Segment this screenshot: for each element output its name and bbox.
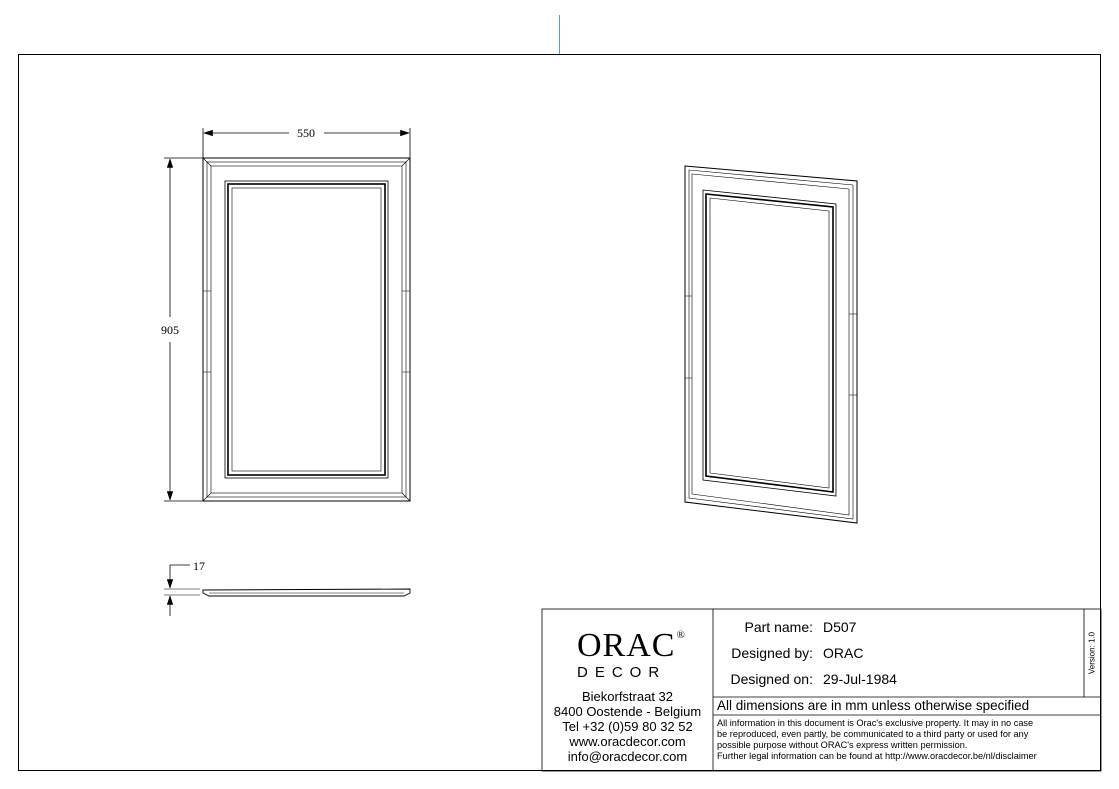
address-city: 8400 Oostende - Belgium bbox=[553, 704, 702, 719]
designed-on-value: 29-Jul-1984 bbox=[823, 671, 897, 687]
dimensions-note: All dimensions are in mm unless otherwise specified bbox=[717, 698, 1030, 713]
side-view-profile bbox=[203, 589, 410, 596]
height-dimension bbox=[161, 158, 203, 501]
part-name-value: D507 bbox=[823, 619, 857, 635]
address-email: info@oracdecor.com bbox=[567, 749, 688, 764]
address-street: Biekorfstraat 32 bbox=[581, 689, 674, 704]
part-name-label: Part name: bbox=[744, 619, 813, 635]
designed-by-row bbox=[713, 645, 813, 665]
orac-decor-logo bbox=[577, 618, 687, 681]
registered-mark: ® bbox=[676, 629, 686, 641]
thickness-dimension bbox=[164, 559, 205, 616]
address-website: www.oracdecor.com bbox=[569, 734, 686, 749]
designed-by-value: ORAC bbox=[823, 645, 864, 661]
part-name-row bbox=[713, 619, 813, 639]
legal-notice bbox=[717, 718, 1099, 762]
legal-line: Further legal information can be found at http://www.oracdecor.be/nl/disclaimer bbox=[717, 751, 1037, 761]
address-phone: Tel +32 (0)59 80 32 52 bbox=[562, 719, 693, 734]
designed-on-label: Designed on: bbox=[730, 671, 813, 687]
legal-line: All information in this document is Orac's exclusive property. It may in no case bbox=[717, 718, 1034, 728]
height-dimension-label: 905 bbox=[161, 323, 179, 337]
logo-sub-text: DECOR bbox=[577, 664, 667, 681]
legal-line: be reproduced, even partly, be communicated to a third party or used for any bbox=[717, 729, 1029, 739]
designed-on-row bbox=[713, 671, 813, 691]
designed-by-label: Designed by: bbox=[731, 645, 813, 661]
logo-main-text: ORAC bbox=[577, 627, 676, 664]
company-address bbox=[542, 689, 713, 764]
isometric-view-panel bbox=[685, 166, 857, 523]
thickness-dimension-label: 17 bbox=[193, 559, 205, 573]
width-dimension-label: 550 bbox=[297, 126, 315, 140]
width-dimension bbox=[203, 126, 410, 158]
front-view-panel bbox=[203, 158, 410, 501]
version-label: Version: 1.0 bbox=[1087, 631, 1097, 675]
legal-line: possible purpose without ORAC's express written permission. bbox=[717, 740, 968, 750]
